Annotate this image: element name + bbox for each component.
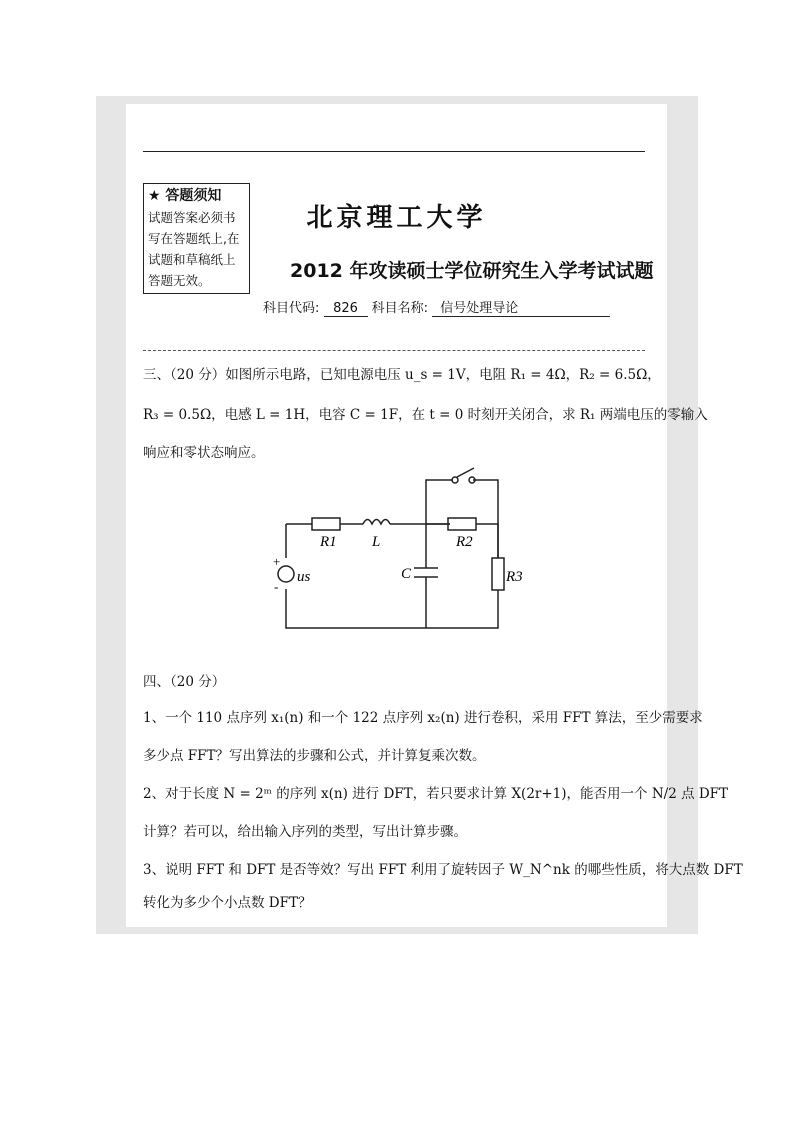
- label-minus: -: [274, 579, 279, 594]
- inductor-l: [363, 520, 390, 525]
- q4-line: 转化为多少个小点数 DFT？: [143, 895, 312, 911]
- notice-title: ★ 答题须知: [148, 188, 222, 204]
- subject-code: 826: [324, 301, 368, 317]
- resistor-r3: [492, 558, 504, 590]
- top-rule: [143, 151, 645, 152]
- resistor-r2: [448, 518, 476, 530]
- label-r1: R1: [320, 534, 337, 550]
- voltage-source: [278, 566, 294, 582]
- label-r2: R2: [456, 534, 473, 550]
- q4-heading: 四、（20 分）: [143, 674, 226, 690]
- notice-line: 答题无效。: [148, 273, 211, 288]
- switch-blade: [457, 468, 474, 477]
- notice-line: 试题答案必须书: [148, 210, 236, 225]
- label-l: L: [372, 534, 381, 550]
- q3-line: R₃ = 0.5Ω，电感 L = 1H，电容 C = 1F，在 t = 0 时刻开关闭合，求 R₁ 两端电压的零输入: [143, 407, 708, 423]
- capacitor-c: [414, 524, 438, 628]
- resistor-r1: [312, 518, 340, 530]
- q4-line: 2、对于长度 N = 2ᵐ 的序列 x(n) 进行 DFT，若只要求计算 X(2r+1)，能否用一个 N/2 点 DFT: [143, 786, 729, 802]
- q3-line: 三、（20 分）如图所示电路，已知电源电压 u_s = 1V，电阻 R₁ = 4Ω，R₂ = 6.5Ω，: [143, 367, 661, 383]
- dashed-rule: [143, 350, 645, 351]
- notice-line: 写在答题纸上,在: [148, 231, 240, 246]
- exam-title: 2012 年攻读硕士学位研究生入学考试试题: [290, 260, 654, 282]
- label-r3: R3: [506, 569, 523, 585]
- q3-line: 响应和零状态响应。: [143, 445, 265, 461]
- q4-line: 多少点 FFT？写出算法的步骤和公式，并计算复乘次数。: [143, 748, 486, 764]
- q4-line: 3、说明 FFT 和 DFT 是否等效？写出 FFT 利用了旋转因子 W_N^nk 的哪些性质，将大点数 DFT: [143, 862, 743, 878]
- subject-line: [263, 297, 610, 317]
- q4-line: 计算？若可以，给出输入序列的类型，写出计算步骤。: [143, 824, 467, 840]
- university-name: 北京理工大学: [306, 203, 487, 233]
- subject-code-label: 科目代码:: [263, 301, 320, 316]
- subject-name-label: 科目名称:: [371, 301, 429, 316]
- label-c: C: [401, 566, 412, 582]
- label-plus: +: [273, 554, 281, 569]
- label-us: us: [297, 569, 311, 585]
- notice-line: 试题和草稿纸上: [148, 252, 236, 267]
- q4-line: 1、一个 110 点序列 x₁(n) 和一个 122 点序列 x₂(n) 进行卷积，采用 FFT 算法，至少需要求: [143, 710, 703, 726]
- circuit-diagram: [260, 465, 523, 640]
- subject-name: 信号处理导论: [432, 297, 610, 317]
